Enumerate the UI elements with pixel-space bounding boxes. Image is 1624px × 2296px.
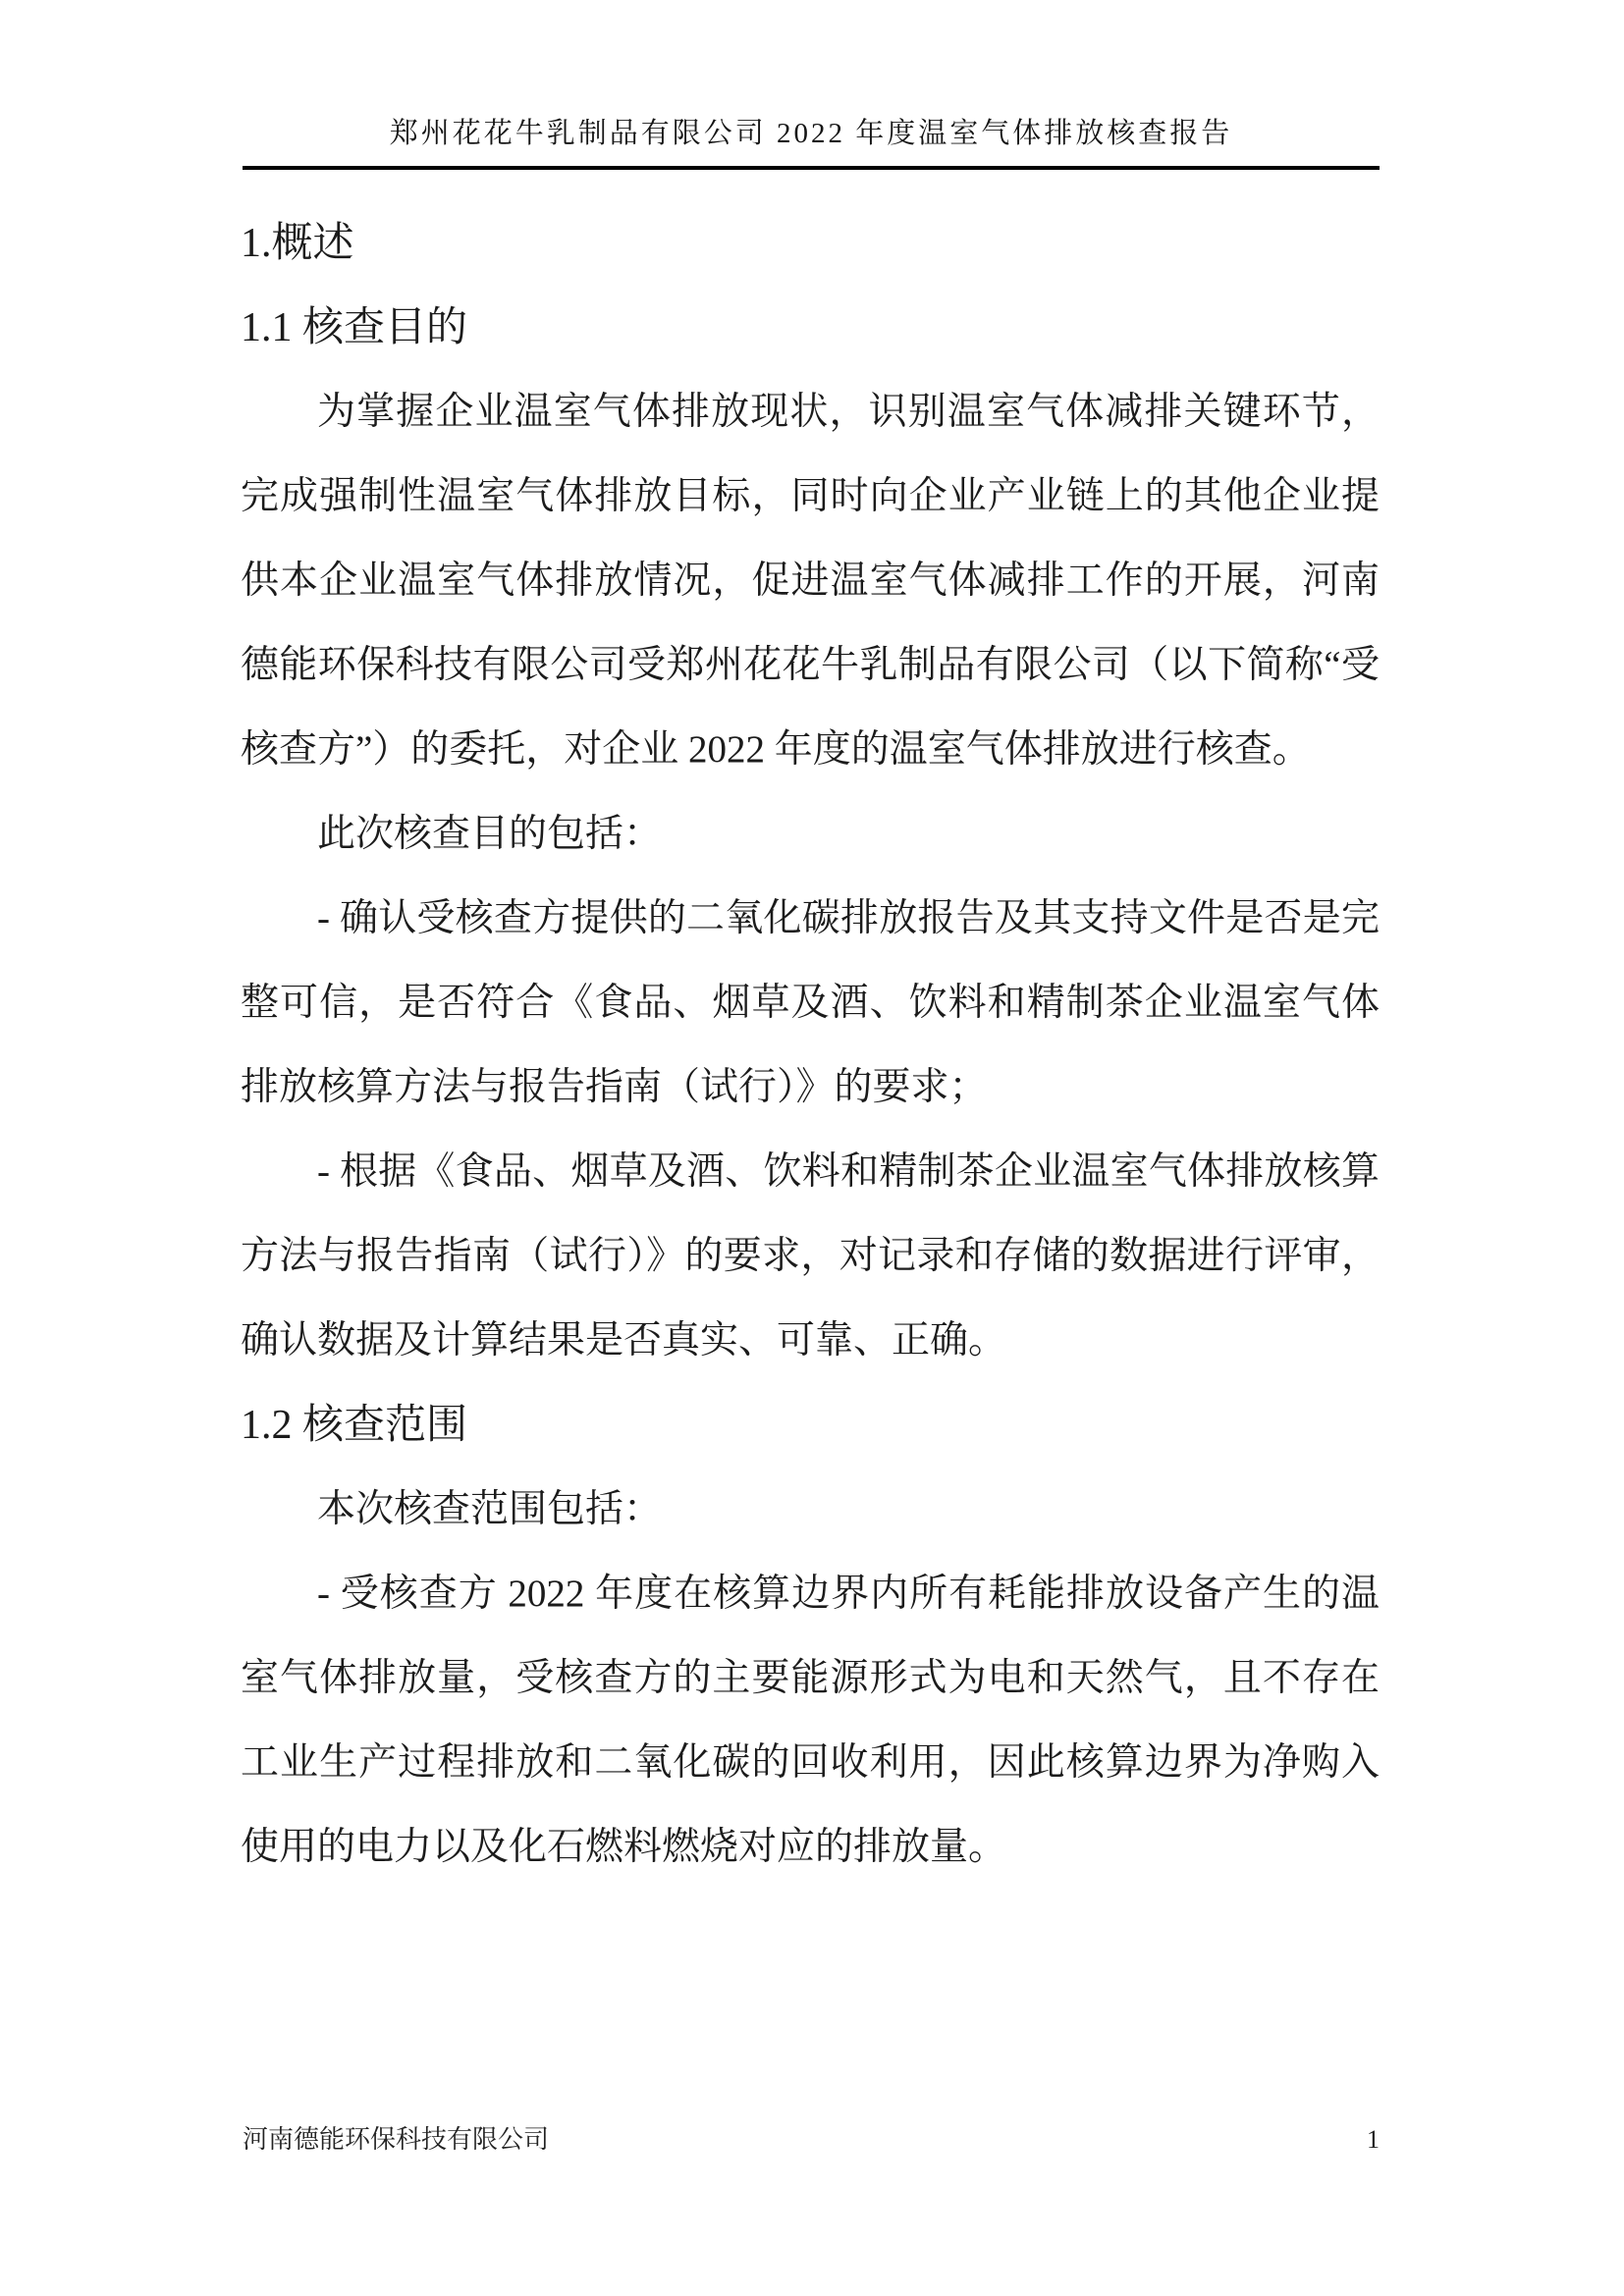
page-footer bbox=[243, 2122, 1380, 2158]
footer-page-number: 1 bbox=[1367, 2125, 1380, 2154]
section-heading-verification-purpose: 1.1 核查目的 bbox=[241, 305, 468, 350]
footer-company-name: 河南德能环保科技有限公司 bbox=[243, 2125, 550, 2154]
section-heading-overview: 1.概述 bbox=[241, 221, 354, 266]
running-header-title: 郑州花花牛乳制品有限公司 2022 年度温室气体排放核查报告 bbox=[389, 118, 1233, 149]
paragraph-scope-lead-in: 本次核查范围包括： bbox=[317, 1488, 663, 1530]
paragraph-purpose-lead-in: 此次核查目的包括： bbox=[317, 813, 663, 855]
bullet-purpose-confirm-report: - 确认受核查方提供的二氧化碳排放报告及其支持文件是否是完整可信，是否符合《食品、烟草及酒、饮料和精制茶企业温室气体排放核算方法与报告指南（试行）》的要求； bbox=[241, 897, 1380, 1108]
page-content bbox=[241, 201, 1380, 1890]
paragraph-purpose-intro: 为掌握企业温室气体排放现状，识别温室气体减排关键环节，完成强制性温室气体排放目标，同时向企业产业链上的其他企业提供本企业温室气体排放情况，促进温室气体减排工作的开展，河南德能环保科技有限公司受郑州花花牛乳制品有限公司（以下简称“受核查方”）的委托，对企业 2022 年度的温室气体排放进行核查。 bbox=[241, 391, 1380, 771]
header-rule bbox=[243, 166, 1380, 170]
section-heading-verification-scope: 1.2 核查范围 bbox=[241, 1403, 468, 1448]
bullet-scope-emissions-boundary: - 受核查方 2022 年度在核算边界内所有耗能排放设备产生的温室气体排放量，受核查方的主要能源形式为电和天然气，且不存在工业生产过程排放和二氧化碳的回收利用，因此核算边界为净购入使用的电力以及化石燃料燃烧对应的排放量。 bbox=[241, 1573, 1380, 1868]
bullet-purpose-review-data: - 根据《食品、烟草及酒、饮料和精制茶企业温室气体排放核算方法与报告指南（试行）》的要求，对记录和存储的数据进行评审，确认数据及计算结果是否真实、可靠、正确。 bbox=[241, 1150, 1380, 1362]
